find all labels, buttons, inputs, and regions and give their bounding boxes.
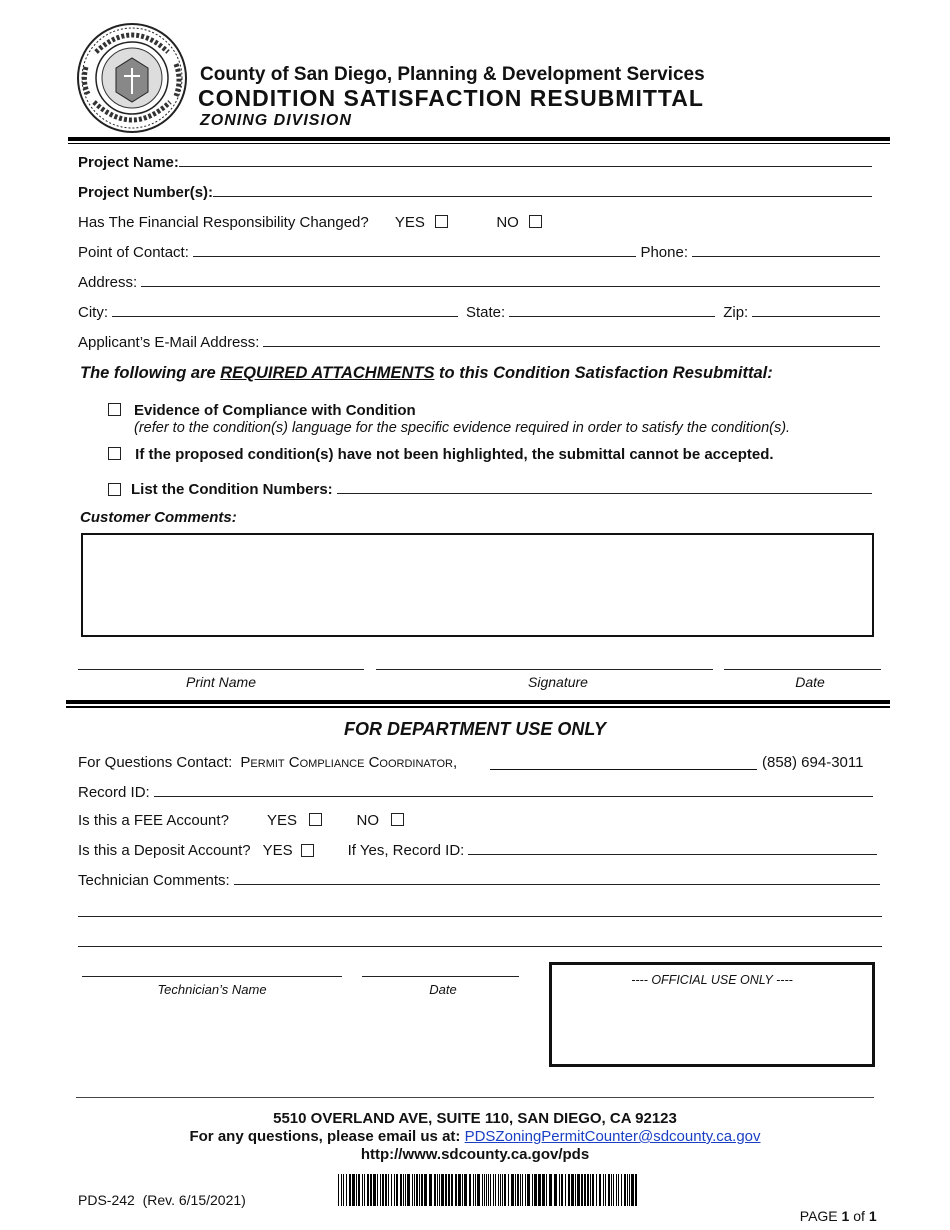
barcode-bar	[338, 1174, 339, 1206]
section-divider-thin	[66, 706, 890, 708]
barcode-bar	[484, 1174, 485, 1206]
barcode-bar	[421, 1174, 423, 1206]
phone-field[interactable]	[692, 243, 880, 257]
attachment-item-condition-numbers	[108, 480, 872, 498]
signature-caption: Signature	[528, 674, 588, 690]
department-heading: FOR DEPARTMENT USE ONLY	[343, 719, 606, 739]
official-use-label: ---- OFFICIAL USE ONLY ----	[631, 973, 793, 987]
email-row	[78, 333, 880, 351]
barcode-bar	[391, 1174, 392, 1206]
deposit-yes-checkbox[interactable]	[301, 844, 314, 857]
address-label: Address:	[78, 274, 138, 291]
customer-comments-label: Customer Comments:	[80, 509, 237, 526]
fee-row	[78, 812, 404, 829]
barcode-bar	[568, 1174, 570, 1206]
barcode-bar	[504, 1174, 506, 1206]
tech-comments-field[interactable]	[234, 871, 880, 885]
form-id: PDS-242 (Rev. 6/15/2021)	[78, 1192, 246, 1208]
print-name-line[interactable]	[78, 669, 364, 670]
financial-yes-checkbox[interactable]	[435, 215, 448, 228]
barcode-bar	[517, 1174, 519, 1206]
evidence-title: Evidence of Compliance with Condition	[134, 402, 416, 419]
barcode-bar	[377, 1174, 378, 1206]
tech-name-line[interactable]	[82, 976, 342, 977]
project-name-field[interactable]	[179, 153, 872, 167]
barcode-bar	[385, 1174, 387, 1206]
deposit-yes-label: YES	[262, 842, 293, 859]
barcode-bar	[382, 1174, 384, 1206]
date-line[interactable]	[724, 669, 881, 670]
evidence-checkbox[interactable]	[108, 403, 121, 416]
if-yes-label: If Yes, Record ID:	[347, 842, 465, 859]
barcode-bar	[554, 1174, 557, 1206]
barcode-bar	[455, 1174, 457, 1206]
barcode-bar	[400, 1174, 402, 1206]
barcode-bar	[532, 1174, 533, 1206]
barcode-bar	[613, 1174, 614, 1206]
page-number	[792, 1192, 877, 1224]
barcode-bar	[441, 1174, 444, 1206]
city-label: City:	[78, 304, 108, 321]
barcode-bar	[592, 1174, 594, 1206]
barcode-bar	[495, 1174, 496, 1206]
tech-comments-line-3[interactable]	[78, 946, 882, 947]
barcode-bar	[407, 1174, 410, 1206]
fee-no-label: NO	[356, 812, 380, 829]
tech-comments-row	[78, 871, 880, 889]
financial-row	[78, 214, 542, 231]
condition-numbers-checkbox[interactable]	[108, 483, 121, 496]
form-title: CONDITION SATISFACTION RESUBMITTAL	[198, 85, 704, 111]
barcode-bar	[502, 1174, 503, 1206]
barcode-bar	[493, 1174, 494, 1206]
footer-email-row	[0, 1128, 950, 1145]
deposit-row	[78, 841, 877, 859]
barcode-bar	[405, 1174, 406, 1206]
barcode-bar	[605, 1174, 606, 1206]
page-total: 1	[868, 1208, 877, 1224]
address-row	[78, 273, 880, 291]
footer-email-prefix: For any questions, please email us at:	[189, 1128, 465, 1145]
barcode-bar	[508, 1174, 509, 1206]
project-name-row	[78, 153, 872, 171]
barcode-bar	[546, 1174, 547, 1206]
barcode-bar	[412, 1174, 413, 1206]
barcode-bar	[538, 1174, 541, 1206]
barcode-bar	[581, 1174, 583, 1206]
zip-field[interactable]	[752, 303, 880, 317]
footer-divider	[76, 1097, 874, 1098]
barcode-bar	[352, 1174, 355, 1206]
barcode-bar	[429, 1174, 432, 1206]
barcode-bar	[473, 1174, 474, 1206]
date-caption: Date	[795, 674, 825, 690]
evidence-note: (refer to the condition(s) language for the specific evidence required in order to satisfy the condition(s).	[134, 420, 791, 436]
barcode-bar	[608, 1174, 610, 1206]
barcode-bar	[577, 1174, 580, 1206]
tech-comments-label: Technician Comments:	[78, 872, 230, 889]
state-label: State:	[466, 304, 506, 321]
page-prefix: PAGE	[799, 1208, 842, 1224]
contact-field[interactable]	[193, 243, 637, 257]
barcode-bar	[373, 1174, 376, 1206]
fee-yes-checkbox[interactable]	[309, 813, 322, 826]
barcode-bar	[629, 1174, 630, 1206]
barcode-bar	[356, 1174, 357, 1206]
barcode-bar	[627, 1174, 628, 1206]
barcode-bar	[482, 1174, 483, 1206]
barcode-bar	[542, 1174, 545, 1206]
barcode-bar	[511, 1174, 514, 1206]
financial-no-label: NO	[496, 214, 519, 231]
page-of: of	[849, 1208, 869, 1224]
attachments-heading-pre: The following are	[80, 364, 221, 382]
official-use-box	[549, 962, 875, 1067]
financial-no-checkbox[interactable]	[529, 215, 542, 228]
barcode-bar	[388, 1174, 389, 1206]
barcode-bar	[437, 1174, 438, 1206]
barcode-bar	[565, 1174, 566, 1206]
barcode-bar	[414, 1174, 415, 1206]
barcode-bar	[527, 1174, 530, 1206]
project-number-field[interactable]	[213, 183, 872, 197]
barcode-bar	[571, 1174, 574, 1206]
attachment-item-highlight	[108, 446, 774, 463]
barcode-bar	[603, 1174, 604, 1206]
barcode-bar	[464, 1174, 467, 1206]
record-id-field[interactable]	[154, 783, 873, 797]
barcode-bar	[367, 1174, 369, 1206]
coordinator-text: Permit Compliance Coordinator,	[240, 754, 458, 771]
barcode-bar	[490, 1174, 491, 1206]
barcode-bar	[590, 1174, 591, 1206]
barcode-bar	[358, 1174, 360, 1206]
barcode-bar	[346, 1174, 347, 1206]
attachments-heading	[80, 364, 773, 383]
deposit-label: Is this a Deposit Account?	[78, 842, 251, 859]
barcode-bar	[445, 1174, 447, 1206]
header-divider	[68, 137, 890, 141]
barcode-bar	[394, 1174, 395, 1206]
division-name: ZONING DIVISION	[200, 112, 352, 129]
financial-yes-label: YES	[394, 214, 425, 231]
highlight-checkbox[interactable]	[108, 447, 121, 460]
barcode-bar	[396, 1174, 398, 1206]
barcode-bar	[343, 1174, 344, 1206]
barcode-bar	[448, 1174, 450, 1206]
financial-label: Has The Financial Responsibility Changed?	[78, 214, 369, 231]
barcode-bar	[575, 1174, 576, 1206]
footer-website[interactable]: http://www.sdcounty.ca.gov/pds	[360, 1146, 590, 1163]
attachments-heading-emphasis: REQUIRED ATTACHMENTS	[220, 364, 435, 382]
barcode-bar	[362, 1174, 363, 1206]
barcode-bar	[462, 1174, 463, 1206]
barcode-bar	[416, 1174, 418, 1206]
department-name: County of San Diego, Planning & Development Services	[200, 64, 705, 85]
customer-comments-box[interactable]	[81, 533, 874, 637]
barcode-bar	[611, 1174, 612, 1206]
email-field[interactable]	[263, 333, 880, 347]
footer-address: 5510 OVERLAND AVE, SUITE 110, SAN DIEGO, CA 92123	[273, 1110, 677, 1127]
barcode-bar	[370, 1174, 372, 1206]
barcode-bar	[559, 1174, 560, 1206]
barcode-bar	[549, 1174, 552, 1206]
barcode-bar	[520, 1174, 521, 1206]
barcode-bar	[475, 1174, 476, 1206]
barcode-bar	[458, 1174, 461, 1206]
footer-email-link[interactable]: PDSZoningPermitCounter@sdcounty.ca.gov	[464, 1128, 761, 1145]
barcode-bar	[587, 1174, 589, 1206]
barcode-bar	[364, 1174, 365, 1206]
header-divider-thin	[68, 143, 890, 144]
tech-date-caption: Date	[429, 982, 457, 997]
barcode-bar	[525, 1174, 526, 1206]
barcode-bar	[477, 1174, 480, 1206]
barcode-bar	[488, 1174, 489, 1206]
barcode-bar	[522, 1174, 523, 1206]
signature-line[interactable]	[376, 669, 713, 670]
fee-no-checkbox[interactable]	[391, 813, 404, 826]
coordinator-phone: (858) 694-3011	[762, 754, 864, 771]
phone-label: Phone:	[640, 244, 688, 261]
barcode-bar	[469, 1174, 471, 1206]
barcode-bar	[624, 1174, 626, 1206]
contact-label: Point of Contact:	[78, 244, 189, 261]
project-name-label: Project Name:	[78, 154, 179, 171]
fee-label: Is this a FEE Account?	[78, 812, 229, 829]
condition-numbers-label: List the Condition Numbers:	[131, 481, 333, 498]
barcode-bar	[439, 1174, 440, 1206]
barcode-bar	[515, 1174, 516, 1206]
fee-yes-label: YES	[267, 812, 298, 829]
barcode-bar	[500, 1174, 501, 1206]
city-row	[78, 303, 880, 321]
record-id-row	[78, 783, 873, 801]
barcode-bar	[534, 1174, 537, 1206]
city-field[interactable]	[112, 303, 458, 317]
barcode-bar	[419, 1174, 420, 1206]
barcode-bar	[596, 1174, 597, 1206]
tech-comments-line-2[interactable]	[78, 916, 882, 917]
barcode-bar	[486, 1174, 487, 1206]
questions-label: For Questions Contact:	[78, 754, 233, 771]
barcode-bar	[403, 1174, 404, 1206]
project-number-label: Project Number(s):	[78, 184, 214, 201]
barcode-bar	[349, 1174, 351, 1206]
barcode-bar	[434, 1174, 436, 1206]
condition-numbers-field[interactable]	[337, 480, 872, 494]
email-label: Applicant’s E-Mail Address:	[78, 334, 260, 351]
print-name-caption: Print Name	[185, 674, 257, 690]
barcode-bar	[341, 1174, 342, 1206]
barcode-bar	[621, 1174, 622, 1206]
barcode-bar	[561, 1174, 563, 1206]
record-id-label: Record ID:	[78, 784, 150, 801]
barcode-bar	[380, 1174, 381, 1206]
highlight-text: If the proposed condition(s) have not been highlighted, the submittal cannot be accepted.	[135, 446, 774, 463]
barcode-bar	[635, 1174, 637, 1206]
barcode-bar	[631, 1174, 634, 1206]
page-current: 1	[841, 1208, 850, 1224]
barcode	[338, 1174, 642, 1206]
tech-date-line[interactable]	[362, 976, 519, 977]
barcode-bar	[599, 1174, 601, 1206]
zip-label: Zip:	[723, 304, 749, 321]
barcode-bar	[498, 1174, 499, 1206]
barcode-bar	[616, 1174, 617, 1206]
tech-name-caption: Technician’s Name	[157, 982, 267, 997]
county-seal	[76, 22, 188, 134]
barcode-bar	[618, 1174, 619, 1206]
section-divider	[66, 700, 890, 704]
barcode-bar	[451, 1174, 453, 1206]
barcode-bar	[424, 1174, 427, 1206]
deposit-record-id-field[interactable]	[468, 841, 877, 855]
questions-row	[78, 754, 457, 771]
state-field[interactable]	[509, 303, 715, 317]
address-field[interactable]	[141, 273, 880, 287]
coordinator-line[interactable]	[490, 769, 757, 770]
contact-row	[78, 243, 880, 261]
barcode-bar	[584, 1174, 586, 1206]
attachments-heading-post: to this Condition Satisfaction Resubmittal:	[434, 364, 773, 382]
project-number-row	[78, 183, 872, 201]
